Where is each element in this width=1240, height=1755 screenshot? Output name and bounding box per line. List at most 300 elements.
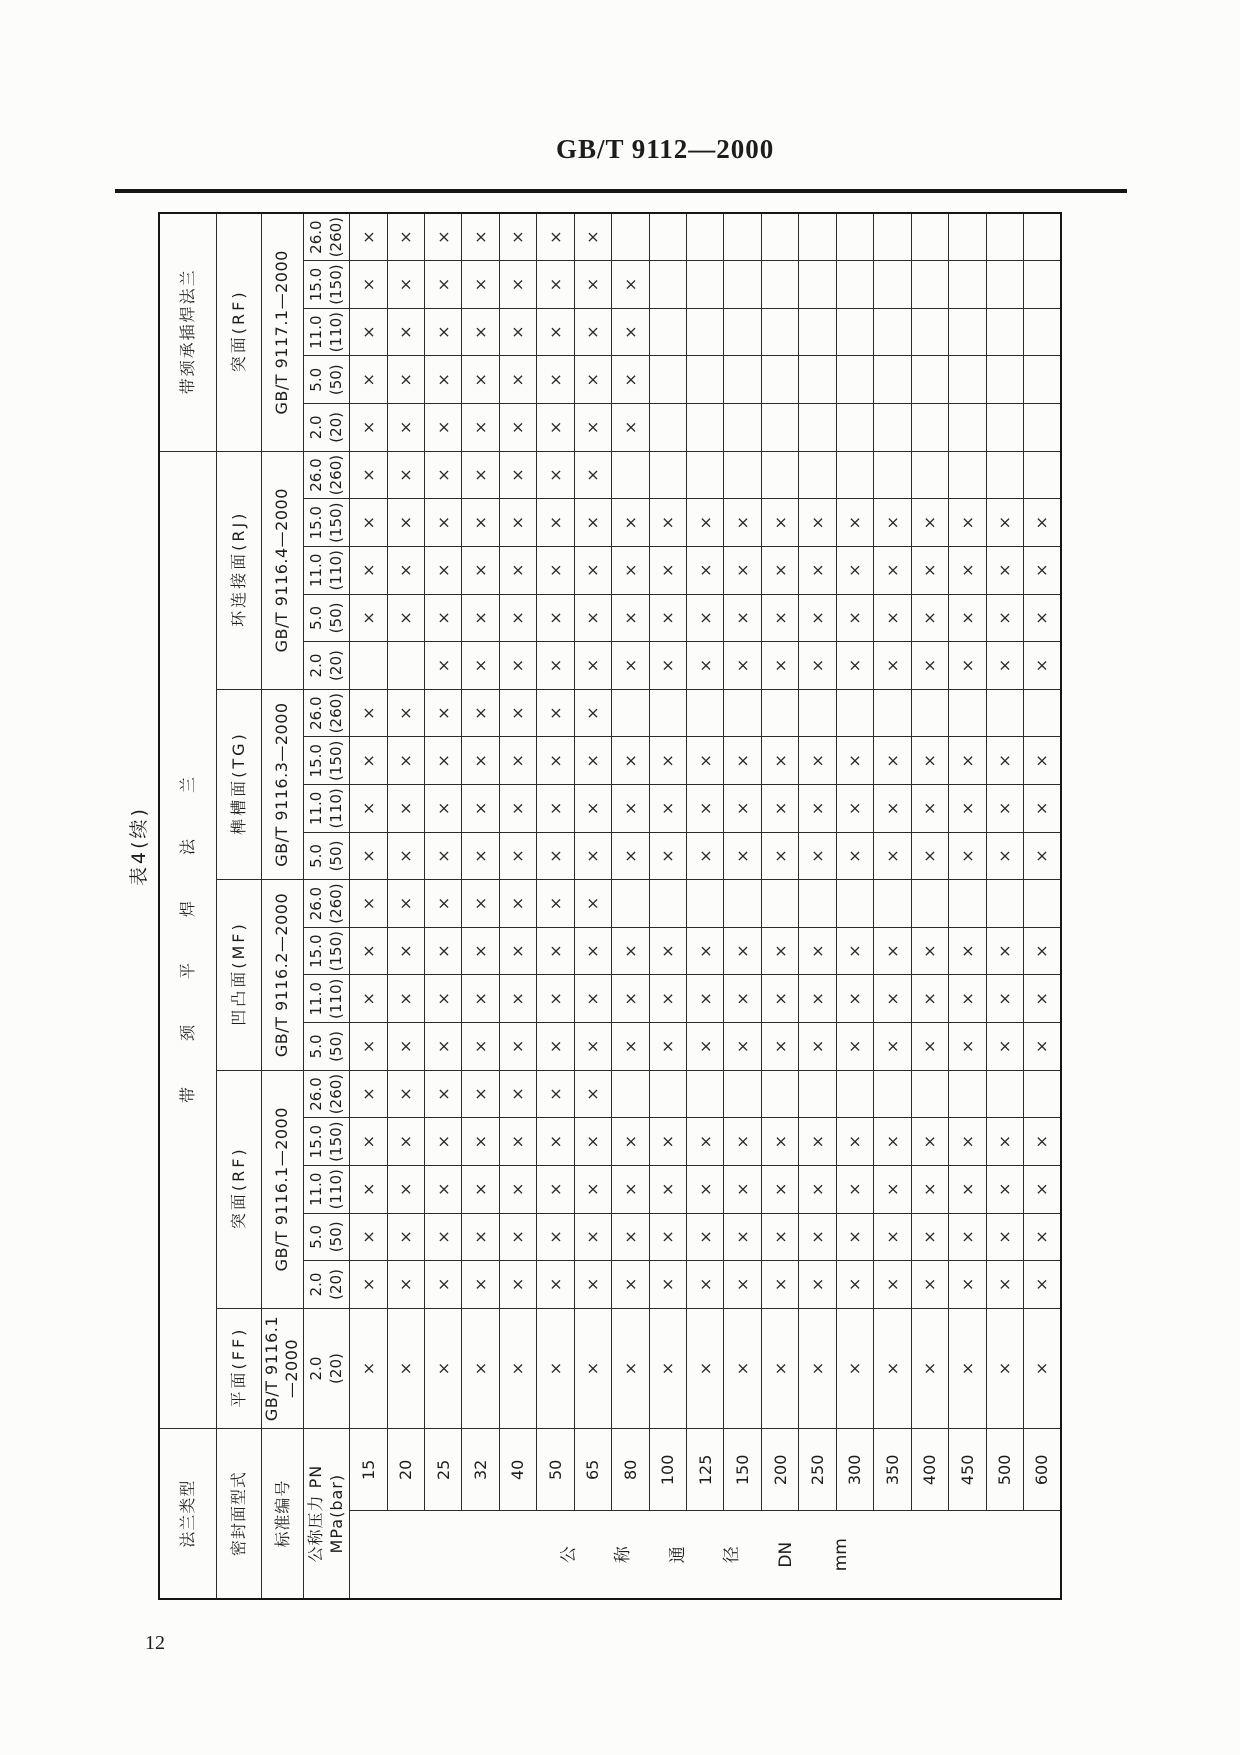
empty-cell: [724, 308, 761, 356]
empty-cell: [911, 356, 948, 404]
empty-cell: [799, 261, 836, 309]
availability-mark-cell: ×: [911, 1023, 948, 1071]
dn-axis-label-char: mm: [830, 1538, 851, 1572]
empty-cell: [761, 261, 798, 309]
availability-mark-cell: ×: [499, 785, 536, 833]
availability-mark-cell: ×: [499, 1213, 536, 1261]
empty-cell: [649, 689, 686, 737]
empty-cell: [949, 261, 986, 309]
standard-no-row: [261, 213, 304, 1599]
pressure-value-cell: [304, 547, 350, 595]
pressure-bar: (110): [326, 550, 345, 591]
availability-mark-cell: ×: [724, 1165, 761, 1213]
empty-cell: [874, 308, 911, 356]
availability-mark-cell: ×: [499, 404, 536, 452]
availability-mark-cell: ×: [986, 1165, 1023, 1213]
pressure-bar: (50): [326, 1031, 345, 1062]
availability-mark-cell: ×: [499, 737, 536, 785]
availability-mark-cell: ×: [687, 547, 724, 595]
pressure-mpa: 5.0: [307, 844, 326, 868]
pressure-mpa: 11.0: [307, 315, 326, 349]
dn-data-row: [986, 213, 1023, 1599]
dn-data-row: [874, 213, 911, 1599]
empty-cell: [986, 356, 1023, 404]
availability-mark-cell: ×: [537, 975, 574, 1023]
availability-mark-cell: ×: [761, 594, 798, 642]
pressure-mpa: 11.0: [307, 553, 326, 588]
dn-data-row: [799, 213, 836, 1599]
empty-cell: [649, 213, 686, 261]
availability-mark-cell: ×: [462, 404, 499, 452]
availability-mark-cell: ×: [424, 451, 461, 499]
availability-mark-cell: ×: [612, 1165, 649, 1213]
availability-mark-cell: ×: [350, 1213, 387, 1261]
availability-mark-cell: ×: [911, 832, 948, 880]
availability-mark-cell: ×: [424, 1213, 461, 1261]
availability-mark-cell: ×: [462, 689, 499, 737]
availability-mark-cell: ×: [350, 1023, 387, 1071]
dn-value-cell: 40: [499, 1429, 536, 1511]
empty-cell: [799, 213, 836, 261]
empty-cell: [911, 451, 948, 499]
empty-cell: [799, 308, 836, 356]
availability-mark-cell: ×: [424, 1165, 461, 1213]
availability-mark-cell: ×: [462, 975, 499, 1023]
empty-cell: [836, 356, 873, 404]
availability-mark-cell: ×: [424, 594, 461, 642]
availability-mark-cell: ×: [986, 927, 1023, 975]
pressure-bar: (20): [326, 411, 345, 443]
empty-cell: [874, 880, 911, 928]
pressure-bar: (50): [326, 602, 345, 634]
availability-mark-cell: ×: [799, 1023, 836, 1071]
empty-cell: [949, 404, 986, 452]
availability-mark-cell: ×: [537, 1118, 574, 1166]
availability-mark-cell: ×: [574, 642, 611, 690]
pressure-bar: (110): [326, 311, 345, 353]
availability-mark-cell: ×: [1023, 832, 1061, 880]
availability-mark-cell: ×: [986, 832, 1023, 880]
availability-mark-cell: ×: [986, 642, 1023, 690]
availability-mark-cell: ×: [387, 451, 424, 499]
availability-mark-cell: ×: [499, 594, 536, 642]
availability-mark-cell: ×: [612, 308, 649, 356]
availability-mark-cell: ×: [574, 404, 611, 452]
empty-cell: [949, 451, 986, 499]
availability-mark-cell: ×: [874, 785, 911, 833]
pressure-bar: (150): [326, 740, 345, 781]
empty-cell: [799, 451, 836, 499]
availability-mark-cell: ×: [424, 261, 461, 309]
empty-cell: [986, 880, 1023, 928]
availability-mark-cell: ×: [537, 261, 574, 309]
pressure-bar: (260): [326, 1073, 345, 1115]
availability-mark-cell: ×: [574, 785, 611, 833]
availability-mark-cell: ×: [1023, 1023, 1061, 1071]
empty-cell: [1023, 261, 1061, 309]
availability-mark-cell: ×: [574, 356, 611, 404]
availability-mark-cell: ×: [537, 1308, 574, 1429]
availability-mark-cell: ×: [986, 1023, 1023, 1071]
empty-cell: [949, 1070, 986, 1118]
pressure-bar: (260): [326, 692, 345, 734]
face-type-header: 突面(RF): [216, 1070, 261, 1308]
empty-cell: [949, 356, 986, 404]
availability-mark-cell: ×: [537, 689, 574, 737]
availability-mark-cell: ×: [836, 499, 873, 547]
pressure-label-line: MPa(bar): [326, 1473, 346, 1554]
dn-value-cell: 50: [537, 1429, 574, 1511]
table-head: [159, 213, 350, 1599]
availability-mark-cell: ×: [424, 356, 461, 404]
availability-mark-cell: ×: [387, 1308, 424, 1429]
availability-mark-cell: ×: [424, 927, 461, 975]
empty-cell: [612, 1070, 649, 1118]
standard-number-cell: [261, 1070, 304, 1308]
availability-mark-cell: ×: [350, 1070, 387, 1118]
empty-cell: [874, 404, 911, 452]
availability-mark-cell: ×: [612, 1308, 649, 1429]
availability-mark-cell: ×: [836, 594, 873, 642]
availability-mark-cell: ×: [462, 594, 499, 642]
dn-data-row: [1023, 213, 1061, 1599]
empty-cell: [612, 880, 649, 928]
dn-data-row: [836, 213, 873, 1599]
standard-number-line: GB/T 9116.4—2000: [271, 488, 291, 653]
availability-mark-cell: ×: [1023, 547, 1061, 595]
availability-mark-cell: ×: [574, 547, 611, 595]
availability-mark-cell: ×: [649, 975, 686, 1023]
availability-mark-cell: ×: [687, 1023, 724, 1071]
dn-value-cell: 65: [574, 1429, 611, 1511]
availability-mark-cell: ×: [724, 737, 761, 785]
availability-mark-cell: ×: [574, 499, 611, 547]
availability-mark-cell: ×: [761, 499, 798, 547]
availability-mark-cell: ×: [574, 1165, 611, 1213]
availability-mark-cell: ×: [537, 785, 574, 833]
availability-mark-cell: ×: [874, 1261, 911, 1309]
availability-mark-cell: ×: [537, 213, 574, 261]
availability-mark-cell: ×: [499, 1308, 536, 1429]
standard-number-cell: [261, 1308, 304, 1429]
empty-cell: [724, 404, 761, 452]
availability-mark-cell: ×: [612, 499, 649, 547]
availability-mark-cell: ×: [424, 689, 461, 737]
availability-mark-cell: ×: [911, 975, 948, 1023]
availability-mark-cell: ×: [424, 499, 461, 547]
availability-mark-cell: ×: [949, 785, 986, 833]
empty-cell: [612, 689, 649, 737]
availability-mark-cell: ×: [350, 1308, 387, 1429]
availability-mark-cell: ×: [649, 785, 686, 833]
availability-mark-cell: ×: [499, 261, 536, 309]
pressure-mpa: 11.0: [307, 791, 326, 826]
empty-cell: [986, 451, 1023, 499]
availability-mark-cell: ×: [761, 642, 798, 690]
empty-cell: [761, 404, 798, 452]
availability-mark-cell: ×: [537, 927, 574, 975]
dn-data-row: [724, 213, 761, 1599]
availability-mark-cell: ×: [1023, 499, 1061, 547]
availability-mark-cell: ×: [387, 689, 424, 737]
table-caption: 表4(续): [128, 806, 150, 886]
pressure-bar: (50): [326, 364, 345, 396]
empty-cell: [761, 308, 798, 356]
pressure-bar: (260): [326, 216, 345, 258]
availability-mark-cell: ×: [724, 1118, 761, 1166]
pressure-mpa: 15.0: [307, 934, 326, 968]
standard-number-line: GB/T 9116.2—2000: [271, 892, 291, 1058]
pressure-value-cell: [304, 1165, 350, 1213]
pressure-bar: (110): [326, 1169, 345, 1210]
availability-mark-cell: ×: [612, 1118, 649, 1166]
pressure-bar: (50): [326, 840, 345, 872]
availability-mark-cell: ×: [537, 308, 574, 356]
availability-mark-cell: ×: [424, 975, 461, 1023]
availability-mark-cell: ×: [350, 927, 387, 975]
availability-mark-cell: ×: [949, 642, 986, 690]
availability-mark-cell: ×: [350, 594, 387, 642]
empty-cell: [799, 880, 836, 928]
dn-data-row: [350, 213, 387, 1599]
pressure-mpa: 11.0: [307, 982, 326, 1016]
availability-mark-cell: ×: [1023, 975, 1061, 1023]
availability-mark-cell: ×: [1023, 1213, 1061, 1261]
dn-value-cell: 150: [724, 1429, 761, 1511]
dn-data-row: [612, 213, 649, 1599]
availability-mark-cell: ×: [574, 1261, 611, 1309]
availability-mark-cell: ×: [986, 594, 1023, 642]
availability-mark-cell: ×: [649, 1261, 686, 1309]
availability-mark-cell: ×: [537, 356, 574, 404]
availability-mark-cell: ×: [874, 547, 911, 595]
face-type-header: 平面(FF): [216, 1308, 261, 1429]
dn-value-cell: 500: [986, 1429, 1023, 1511]
pressure-bar: (260): [326, 454, 345, 496]
pressure-mpa: 2.0: [307, 1356, 326, 1381]
availability-mark-cell: ×: [612, 404, 649, 452]
availability-mark-cell: ×: [387, 832, 424, 880]
empty-cell: [949, 880, 986, 928]
empty-cell: [761, 356, 798, 404]
availability-mark-cell: ×: [799, 499, 836, 547]
availability-mark-cell: ×: [649, 927, 686, 975]
empty-cell: [836, 689, 873, 737]
availability-mark-cell: ×: [462, 261, 499, 309]
availability-mark-cell: ×: [836, 1213, 873, 1261]
availability-mark-cell: ×: [649, 1165, 686, 1213]
availability-mark-cell: ×: [986, 785, 1023, 833]
availability-mark-cell: ×: [687, 1308, 724, 1429]
availability-mark-cell: ×: [350, 308, 387, 356]
dn-data-row: [462, 213, 499, 1599]
header-rule: [115, 189, 1127, 193]
pressure-value-cell: [304, 689, 350, 737]
availability-mark-cell: ×: [911, 785, 948, 833]
availability-mark-cell: ×: [874, 737, 911, 785]
availability-mark-cell: ×: [612, 594, 649, 642]
face-type-header: 榫槽面(TG): [216, 689, 261, 879]
standard-number-line: GB/T 9116.3—2000: [271, 702, 291, 867]
pressure-bar: (110): [326, 788, 345, 829]
availability-mark-cell: ×: [836, 547, 873, 595]
availability-mark-cell: ×: [687, 642, 724, 690]
availability-mark-cell: ×: [687, 499, 724, 547]
availability-mark-cell: ×: [424, 404, 461, 452]
availability-mark-cell: ×: [1023, 785, 1061, 833]
pressure-value-cell: [304, 1213, 350, 1261]
availability-mark-cell: ×: [911, 1165, 948, 1213]
availability-mark-cell: ×: [1023, 642, 1061, 690]
availability-mark-cell: ×: [724, 1261, 761, 1309]
availability-mark-cell: ×: [836, 737, 873, 785]
availability-mark-cell: ×: [874, 1213, 911, 1261]
availability-mark-cell: ×: [1023, 1261, 1061, 1309]
dn-value-cell: 300: [836, 1429, 873, 1511]
availability-mark-cell: ×: [424, 1308, 461, 1429]
flange-group-header: 带颈承插焊法兰: [159, 213, 216, 451]
corner-flange-type: 法兰类型: [159, 1429, 216, 1599]
availability-mark-cell: ×: [761, 927, 798, 975]
face-type-header: 环连接面(RJ): [216, 451, 261, 689]
availability-mark-cell: ×: [724, 499, 761, 547]
availability-mark-cell: ×: [649, 832, 686, 880]
availability-mark-cell: ×: [350, 1118, 387, 1166]
availability-mark-cell: ×: [761, 737, 798, 785]
empty-cell: [1023, 213, 1061, 261]
availability-mark-cell: ×: [799, 737, 836, 785]
availability-mark-cell: ×: [574, 927, 611, 975]
standard-number-header: GB/T 9112—2000: [556, 134, 775, 164]
availability-mark-cell: ×: [687, 785, 724, 833]
availability-mark-cell: ×: [649, 1023, 686, 1071]
availability-mark-cell: ×: [649, 499, 686, 547]
availability-mark-cell: ×: [799, 785, 836, 833]
pressure-value-cell: [304, 975, 350, 1023]
dn-axis-label-cell: [350, 1511, 1061, 1599]
availability-mark-cell: ×: [649, 594, 686, 642]
availability-mark-cell: ×: [874, 927, 911, 975]
empty-cell: [799, 1070, 836, 1118]
dn-value-cell: 200: [761, 1429, 798, 1511]
dn-value-cell: 125: [687, 1429, 724, 1511]
empty-cell: [911, 880, 948, 928]
availability-mark-cell: ×: [350, 1165, 387, 1213]
empty-cell: [649, 308, 686, 356]
availability-mark-cell: ×: [836, 832, 873, 880]
pressure-value-cell: [304, 308, 350, 356]
empty-cell: [874, 213, 911, 261]
pressure-bar: (20): [326, 650, 345, 681]
availability-mark-cell: ×: [799, 1308, 836, 1429]
availability-mark-cell: ×: [612, 975, 649, 1023]
availability-mark-cell: ×: [462, 737, 499, 785]
availability-mark-cell: ×: [574, 689, 611, 737]
availability-mark-cell: ×: [687, 1261, 724, 1309]
empty-cell: [649, 1070, 686, 1118]
standard-number-line: GB/T 9117.1—2000: [271, 250, 291, 415]
availability-mark-cell: ×: [424, 1023, 461, 1071]
availability-mark-cell: ×: [462, 927, 499, 975]
empty-cell: [949, 308, 986, 356]
standard-number-cell: [261, 689, 304, 879]
pressure-mpa: 26.0: [307, 458, 326, 492]
availability-mark-cell: ×: [761, 832, 798, 880]
availability-mark-cell: ×: [949, 547, 986, 595]
availability-mark-cell: ×: [387, 1261, 424, 1309]
availability-mark-cell: ×: [424, 547, 461, 595]
pressure-mpa: 15.0: [307, 1124, 326, 1159]
flange-group-header: 带颈平焊法兰: [159, 451, 216, 1429]
availability-mark-cell: ×: [761, 1308, 798, 1429]
availability-mark-cell: ×: [1023, 927, 1061, 975]
empty-cell: [836, 308, 873, 356]
pressure-value-cell: [304, 1070, 350, 1118]
availability-mark-cell: ×: [911, 1308, 948, 1429]
availability-mark-cell: ×: [911, 594, 948, 642]
availability-mark-cell: ×: [836, 1023, 873, 1071]
availability-mark-cell: ×: [424, 1118, 461, 1166]
availability-mark-cell: ×: [836, 1308, 873, 1429]
availability-mark-cell: ×: [462, 642, 499, 690]
availability-mark-cell: ×: [761, 1165, 798, 1213]
availability-mark-cell: ×: [612, 547, 649, 595]
dn-value-cell: 80: [612, 1429, 649, 1511]
availability-mark-cell: ×: [1023, 1165, 1061, 1213]
dn-value-cell: 32: [462, 1429, 499, 1511]
availability-mark-cell: ×: [761, 785, 798, 833]
availability-mark-cell: ×: [462, 213, 499, 261]
availability-mark-cell: ×: [949, 832, 986, 880]
dn-data-row: [949, 213, 986, 1599]
availability-mark-cell: ×: [986, 975, 1023, 1023]
availability-mark-cell: ×: [612, 261, 649, 309]
dn-data-row: [387, 213, 424, 1599]
availability-mark-cell: ×: [874, 594, 911, 642]
availability-mark-cell: ×: [462, 499, 499, 547]
dn-value-cell: 450: [949, 1429, 986, 1511]
empty-cell: [836, 261, 873, 309]
availability-mark-cell: ×: [911, 1213, 948, 1261]
availability-mark-cell: ×: [799, 1165, 836, 1213]
availability-mark-cell: ×: [687, 737, 724, 785]
availability-mark-cell: ×: [1023, 594, 1061, 642]
empty-cell: [986, 404, 1023, 452]
pressure-value-cell: [304, 451, 350, 499]
pressure-mpa: 2.0: [307, 415, 326, 440]
pressure-mpa: 15.0: [307, 267, 326, 302]
availability-mark-cell: ×: [387, 1118, 424, 1166]
availability-mark-cell: ×: [836, 1165, 873, 1213]
empty-cell: [724, 356, 761, 404]
availability-mark-cell: ×: [499, 213, 536, 261]
pressure-value-cell: [304, 832, 350, 880]
availability-mark-cell: ×: [911, 1261, 948, 1309]
empty-cell: [874, 1070, 911, 1118]
empty-cell: [836, 213, 873, 261]
availability-mark-cell: ×: [574, 1070, 611, 1118]
empty-cell: [836, 880, 873, 928]
availability-mark-cell: ×: [799, 832, 836, 880]
empty-cell: [761, 213, 798, 261]
availability-mark-cell: ×: [424, 785, 461, 833]
availability-mark-cell: ×: [949, 1213, 986, 1261]
availability-mark-cell: ×: [462, 547, 499, 595]
availability-mark-cell: ×: [612, 356, 649, 404]
pressure-mpa: 26.0: [307, 696, 326, 730]
empty-cell: [986, 261, 1023, 309]
flange-type-row: [159, 213, 216, 1599]
